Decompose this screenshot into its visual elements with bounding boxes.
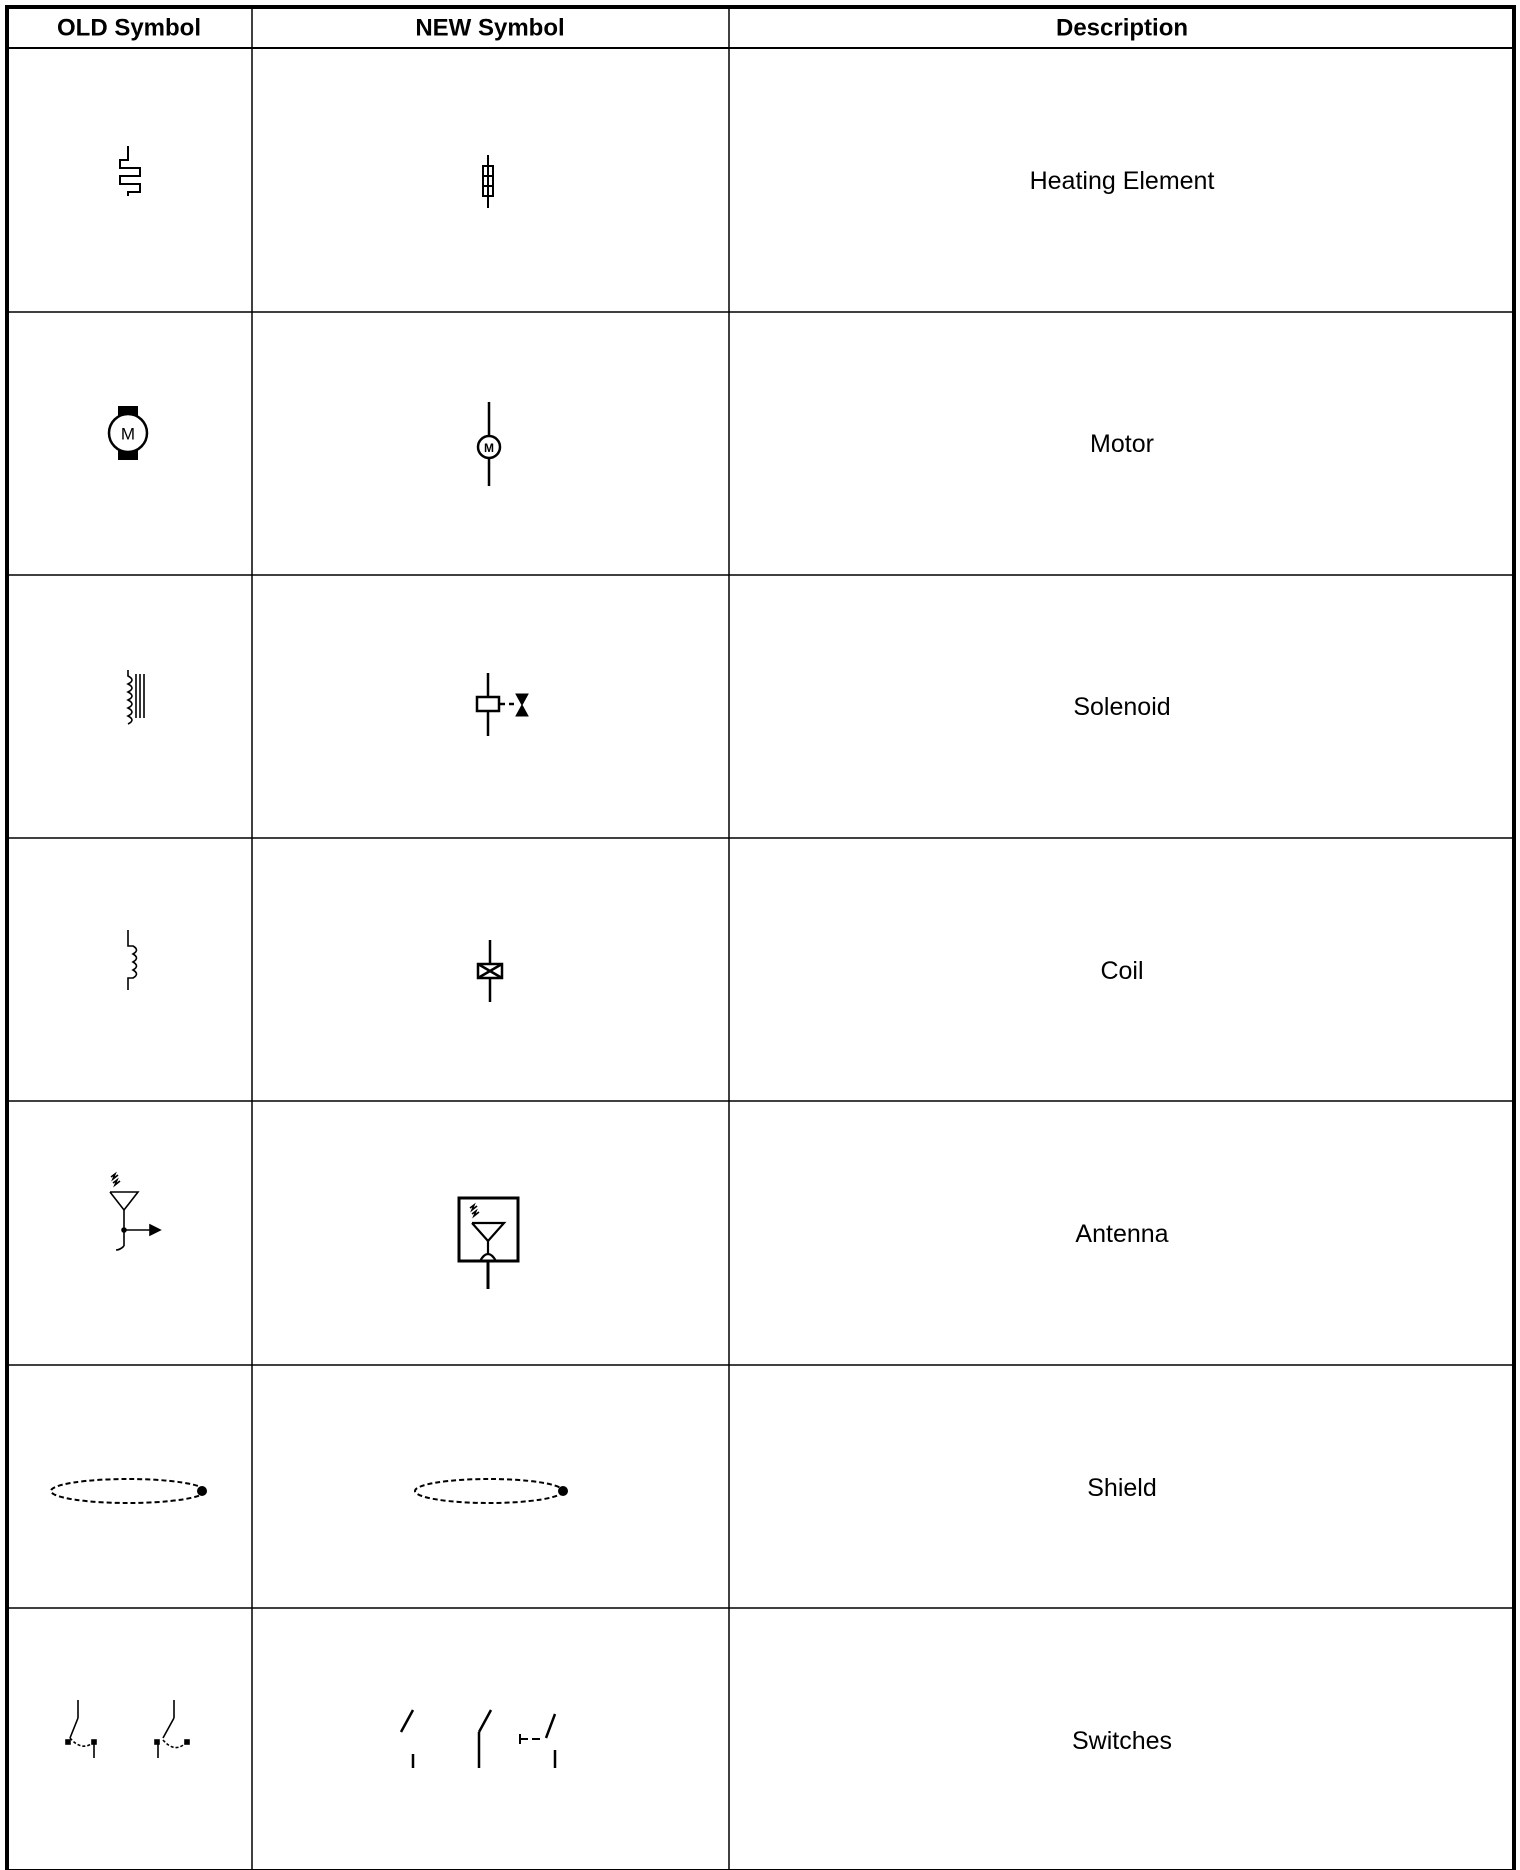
shield-old-icon — [51, 1479, 207, 1503]
switches-new-icon — [401, 1710, 555, 1768]
header-old-symbol: OLD Symbol — [56, 14, 202, 42]
solenoid-old-icon — [128, 670, 144, 724]
row-description-motor: Motor — [1090, 430, 1154, 458]
header-new-symbol: NEW Symbol — [415, 14, 565, 42]
shield-new-icon — [415, 1479, 568, 1503]
row-description-heating-element: Heating Element — [1029, 167, 1215, 195]
row-description-shield: Shield — [1087, 1474, 1157, 1502]
motor-old-icon — [109, 406, 147, 460]
header-description: Description — [1055, 14, 1189, 42]
heating-element-old-icon — [120, 146, 140, 196]
switches-old-icon — [66, 1700, 189, 1758]
antenna-old-icon — [110, 1174, 160, 1250]
table-grid — [7, 7, 1514, 1870]
motor-old-label: M — [120, 424, 136, 444]
motor-new-label: M — [484, 441, 494, 455]
coil-new-icon — [478, 940, 502, 1002]
solenoid-new-icon — [477, 673, 528, 736]
row-description-switches: Switches — [1071, 1727, 1173, 1755]
row-description-solenoid: Solenoid — [1073, 693, 1171, 721]
motor-new-icon — [478, 402, 500, 486]
row-description-antenna: Antenna — [1075, 1220, 1169, 1248]
row-description-coil: Coil — [1100, 957, 1144, 985]
antenna-new-icon — [459, 1198, 518, 1289]
coil-old-icon — [128, 930, 137, 990]
heating-element-new-icon — [483, 155, 493, 208]
